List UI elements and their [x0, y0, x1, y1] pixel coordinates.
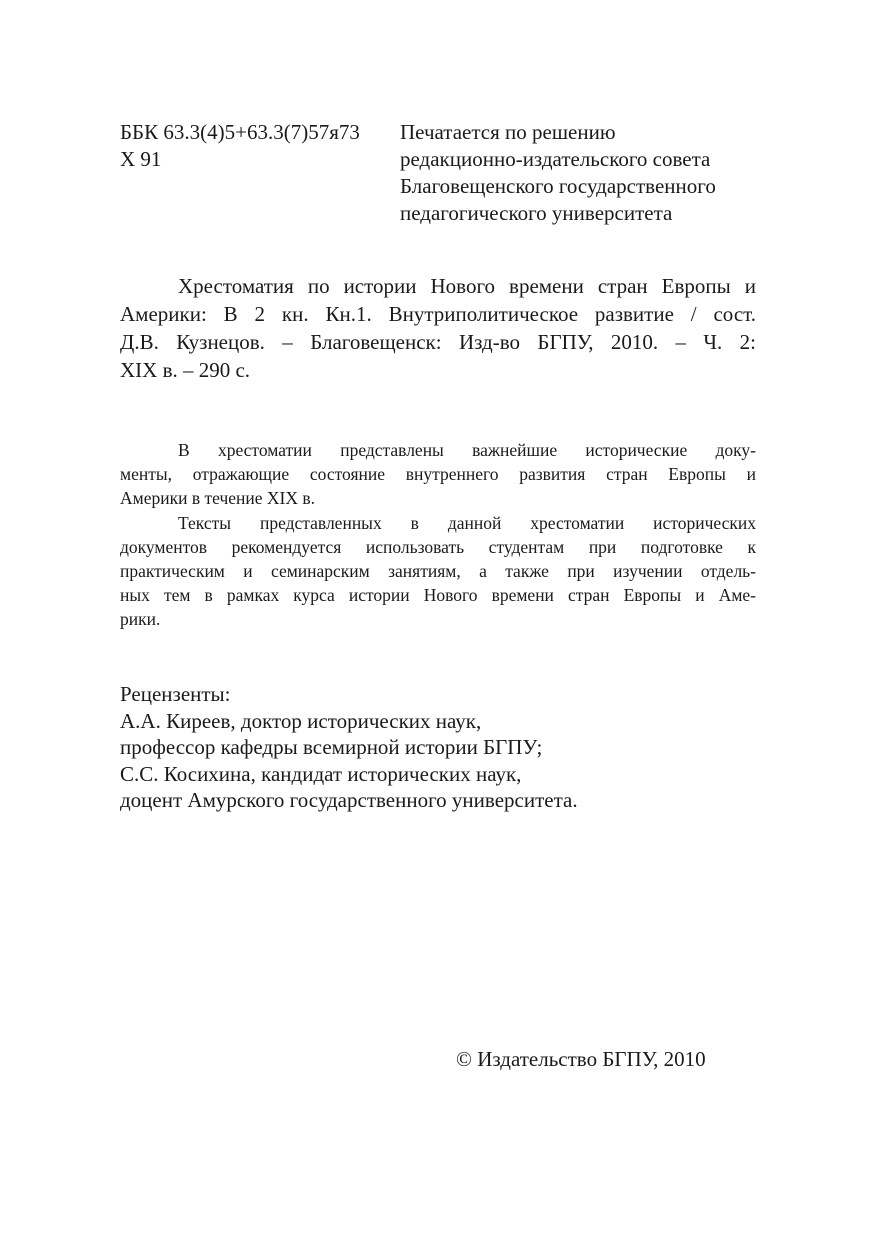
biblio-line: XIX в. – 290 с.: [120, 358, 251, 382]
abstract-line: менты, отражающие состояние внутреннего развития стран Европы и: [120, 464, 756, 485]
abstract-line: ных тем в рамках курса истории Нового времени стран Европы и Аме-: [120, 585, 756, 606]
reviewers-block: [120, 681, 578, 814]
approval-line: Печатается по решению: [400, 120, 616, 144]
abstract-line: В хрестоматии представлены важнейшие исторические доку-: [178, 440, 756, 460]
bibliographic-description: [120, 272, 756, 384]
reviewer-line: С.С. Косихина, кандидат исторических наук,: [120, 761, 522, 786]
bbk-code: ББК 63.3(4)5+63.3(7)57я73: [120, 120, 360, 144]
abstract-line: Америки в течение XIX в.: [120, 488, 316, 509]
approval-line: Благовещенского государственного: [400, 174, 716, 198]
abstract: [120, 438, 756, 632]
biblio-line: Хрестоматия по истории Нового времени стран Европы и: [178, 274, 756, 298]
abstract-line: рики.: [120, 609, 161, 630]
reviewers-heading: Рецензенты:: [120, 682, 231, 706]
reviewer-line: профессор кафедры всемирной истории БГПУ;: [120, 735, 543, 759]
reviewer-line: А.А. Киреев, доктор исторических наук,: [120, 708, 482, 733]
abstract-line: практическим и семинарским занятиям, а также при изучении отдель-: [120, 560, 756, 581]
biblio-line: Д.В. Кузнецов. – Благовещенск: Изд-во БГПУ, 2010. – Ч. 2:: [120, 330, 756, 354]
reviewer-line: доцент Амурского государственного университета.: [120, 788, 578, 812]
biblio-line: Америки: В 2 кн. Кн.1. Внутриполитическое развитие / сост.: [120, 302, 756, 326]
abstract-line: Тексты представленных в данной хрестоматии исторических: [178, 512, 756, 533]
copyright-notice: © Издательство БГПУ, 2010: [456, 1047, 706, 1071]
approval-line: редакционно-издательского совета: [400, 147, 711, 171]
approval-line: педагогического университета: [400, 201, 673, 225]
author-mark: Х 91: [120, 147, 162, 171]
abstract-line: документов рекомендуется использовать студентам при подготовке к: [120, 536, 756, 557]
